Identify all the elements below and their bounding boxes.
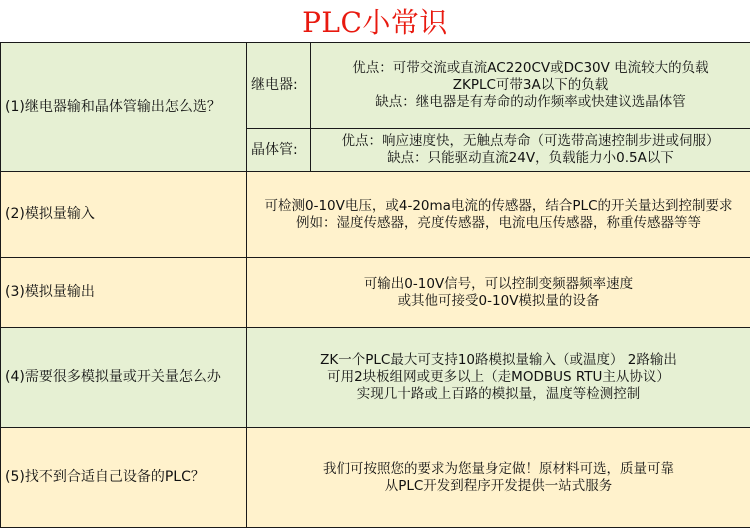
answer-cell	[247, 172, 750, 258]
answer-line: ZKPLC可带3A以下的负载	[315, 77, 746, 94]
answer-cell	[311, 129, 750, 172]
answer-line: 可检测0-10V电压，或4-20ma电流的传感器，结合PLC的开关量达到控制要求	[251, 198, 746, 215]
question-cell: (2)模拟量输入	[1, 172, 247, 258]
table-row	[1, 43, 750, 129]
answer-line: 缺点：只能驱动直流24V，负载能力小0.5A以下	[315, 150, 746, 167]
answer-line: ZK一个PLC最大可支持10路模拟量输入（或温度） 2路输出	[251, 352, 746, 369]
question-cell: (4)需要很多模拟量或开关量怎么办	[1, 328, 247, 428]
answer-line: 可用2块板组网或更多以上（走MODBUS RTU主从协议）	[251, 369, 746, 386]
answer-line: 从PLC开发到程序开发提供一站式服务	[251, 478, 746, 495]
answer-line: 缺点：继电器是有寿命的动作频率或快建议选晶体管	[315, 94, 746, 111]
table-row	[1, 258, 750, 328]
question-cell: (3)模拟量输出	[1, 258, 247, 328]
answer-line: 我们可按照您的要求为您量身定做！原材料可选，质量可靠	[251, 461, 746, 478]
answer-line: 例如：湿度传感器，亮度传感器，电流电压传感器，称重传感器等等	[251, 215, 746, 232]
table-row	[1, 172, 750, 258]
answer-cell	[247, 328, 750, 428]
transistor-label: 晶体管:	[247, 129, 311, 172]
answer-line: 可输出0-10V信号，可以控制变频器频率速度	[251, 276, 746, 293]
relay-label: 继电器:	[247, 43, 311, 129]
answer-line: 优点：可带交流或直流AC220CV或DC30V 电流较大的负载	[315, 60, 746, 77]
answer-cell	[247, 428, 750, 528]
answer-cell	[311, 43, 750, 129]
page-title: PLC小常识	[0, 0, 750, 42]
answer-line: 或其他可接受0-10V模拟量的设备	[251, 293, 746, 310]
answer-line: 实现几十路或上百路的模拟量，温度等检测控制	[251, 386, 746, 403]
tips-table	[0, 42, 750, 528]
table-row	[1, 428, 750, 528]
answer-line: 优点：响应速度快，无触点寿命（可选带高速控制步进或伺服）	[315, 133, 746, 150]
table-row	[1, 328, 750, 428]
answer-cell	[247, 258, 750, 328]
question-cell: (5)找不到合适自己设备的PLC？	[1, 428, 247, 528]
question-cell: (1)继电器输和晶体管输出怎么选？	[1, 43, 247, 172]
